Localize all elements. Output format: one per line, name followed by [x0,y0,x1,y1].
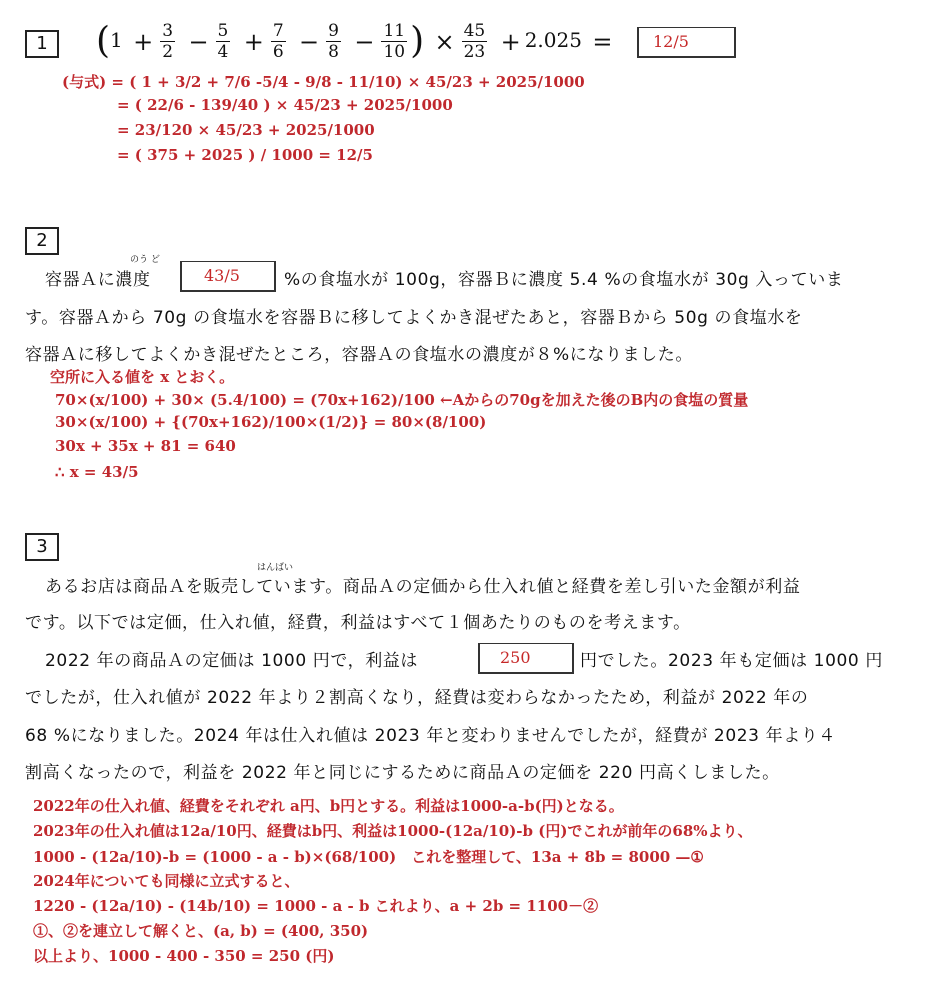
q3-solution-line: ①、②を連立して解くと、(a, b) = (400, 350) [33,922,369,940]
q2-answer-box[interactable] [180,261,276,292]
fraction-multiplier: $\frac{45}{23}$ [463,21,486,62]
q3-answer: 250 [500,648,531,667]
plus-sign: + [500,27,521,56]
q2-solution-line: 70×(x/100) + 30× (5.4/100) = (70x+162)/100 ←Aからの70gを加えた後のB内の食塩の質量 [55,391,749,409]
q1-solution-line: (与式) = ( 1 + 3/2 + 7/6 -5/4 - 9/8 - 11/10) × 45/23 + 2025/1000 [62,73,585,91]
fraction-term: $\frac{11}{10}$ [383,21,406,62]
q2-solution-line: 30×(x/100) + {(70x+162)/100×(1/2)} = 80×(8/100) [55,413,487,431]
q3-line3-after: 円でした。2023 年も定価は 1000 円 [580,651,883,671]
term-sign: + [133,27,154,56]
q1-expression [96,12,616,68]
q2-solution-line: 空所に入る値を x とおく。 [50,368,235,386]
q3-answer-box[interactable] [478,643,574,674]
term-sign: − [188,27,209,56]
equals-sign: = [592,27,613,56]
open-paren: ( [96,20,111,62]
q3-solution-line: 1220 - (12a/10) - (14b/10) = 1000 - a - b これより、a + 2b = 1100－② [33,897,599,915]
q1-answer: 12/5 [653,32,689,51]
term-sign: + [243,27,264,56]
q3-line3-before: 2022 年の商品Ａの定価は 1000 円で，利益は [45,651,418,671]
fraction-term: $\frac{5}{4}$ [217,21,229,62]
q3-ruby: はんばい [257,563,294,573]
q2-line1-after: %の食塩水が 100g，容器Ｂに濃度 5.4 %の食塩水が 30g 入っていま [284,270,844,290]
q3-solution-line: 2022年の仕入れ値、経費をそれぞれ a円、b円とする。利益は1000-a-b(円)となる。 [33,797,624,815]
q3-solution-line: 2024年についても同様に立式すると、 [33,872,300,890]
q3-solution-line: 2023年の仕入れ値は12a/10円、経費はb円、利益は1000-(12a/10)-b (円)でこれが前年の68%より、 [33,822,753,840]
question-number-2: 2 [25,227,59,255]
term-sign: − [299,27,320,56]
q2-answer: 43/5 [204,266,240,285]
q3-line5: 68 %になりました。2024 年は仕入れ値は 2023 年と変わりませんでしたが，経費が 2023 年より４ [25,726,836,746]
q3-solution-line: 以上より、1000 - 400 - 350 = 250 (円) [33,947,335,965]
q2-solution-line: 30x + 35x + 81 = 640 [55,437,236,455]
term-sign: − [354,27,375,56]
q2-ruby: のう ど [130,255,160,265]
fraction-term: $\frac{9}{8}$ [328,21,339,62]
question-number-3: 3 [25,533,59,561]
q3-line4: でしたが，仕入れ値が 2022 年より２割高くなり，経費は変わらなかったため，利益が 2022 年の [25,688,809,708]
q1-solution-line: = 23/120 × 45/23 + 2025/1000 [117,121,375,139]
q2-solution-line: ∴ x = 43/5 [55,463,139,481]
q3-line1: あるお店は商品Ａを販売しています。商品Ａの定価から仕入れ値と経費を差し引いた金額が利益 [45,577,801,597]
q2-line3: 容器Ａに移してよくかき混ぜたところ，容器Ａの食塩水の濃度が８%になりました。 [25,345,693,365]
q3-line2: です。以下では定価，仕入れ値，経費，利益はすべて１個あたりのものを考えます。 [25,613,691,633]
q1-solution-line: = ( 375 + 2025 ) / 1000 = 12/5 [117,146,373,164]
q2-line1-before: 容器Ａに濃度 [45,270,151,290]
q1-answer-box[interactable] [637,27,736,58]
q2-line2: す。容器Ａから 70g の食塩水を容器Ｂに移してよくかき混ぜたあと，容器Ｂから 50g の食塩水を [25,308,803,328]
close-paren: ) [410,20,425,62]
addend: 2.025 [524,28,582,52]
q1-solution-line: = ( 22/6 - 139/40 ) × 45/23 + 2025/1000 [117,96,453,114]
fraction-term: $\frac{3}{2}$ [162,21,174,62]
question-number-1: 1 [25,30,59,58]
fraction-term: $\frac{7}{6}$ [272,21,284,62]
expr-one: 1 [110,28,123,52]
q3-solution-line: 1000 - (12a/10)-b = (1000 - a - b)×(68/100) これを整理して、13a + 8b = 8000 —① [33,848,704,866]
q3-line6: 割高くなったので，利益を 2022 年と同じにするために商品Ａの定価を 220 円高くしました。 [25,763,780,783]
times-sign: × [434,27,455,56]
